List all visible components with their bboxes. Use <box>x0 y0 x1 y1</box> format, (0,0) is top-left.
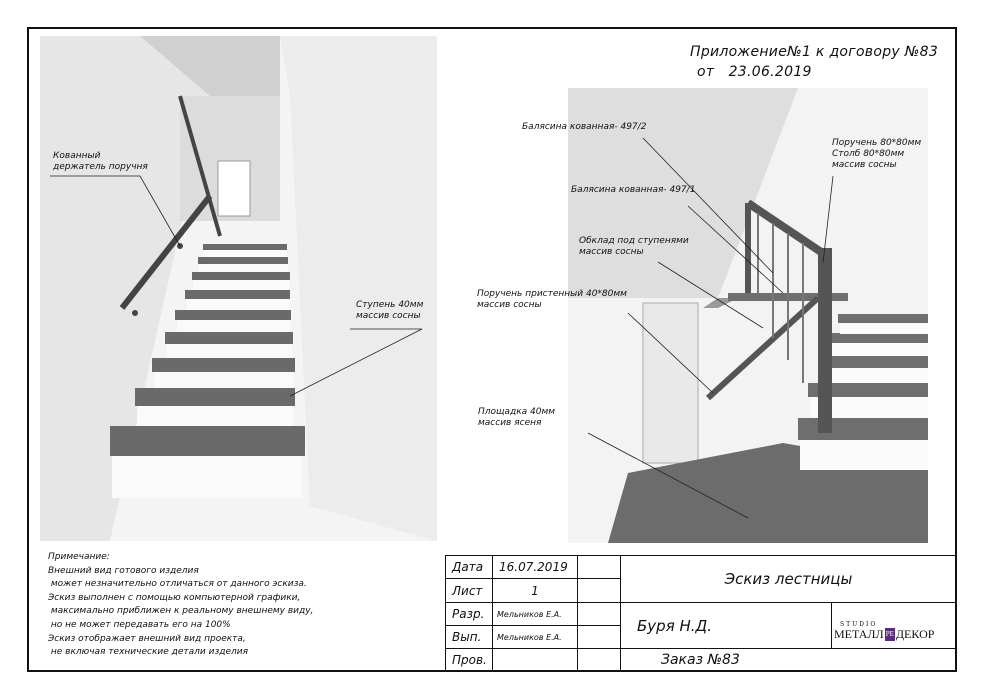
landing-annotation: Площадка 40мм массив ясеня <box>478 407 556 428</box>
sheet-value: 1 <box>492 578 578 603</box>
date-value: 16.07.2019 <box>492 555 578 579</box>
order-cell <box>620 648 957 672</box>
step-annotation: Ступень 40мм массив сосны <box>356 300 424 321</box>
checker-label: Пров. <box>445 648 493 672</box>
sheet-label: Лист <box>445 578 493 603</box>
notes-block <box>48 551 378 660</box>
cladding-annotation: Обклад под ступенями массив сосны <box>579 236 689 257</box>
wall-handrail-annotation: Поручень пристенный 40*80мм массив сосны <box>477 289 627 310</box>
left-staircase-illustration <box>40 36 437 541</box>
notes-line: Внешний вид готового изделия <box>48 565 199 576</box>
executor-value: Мельников Е.А. <box>492 625 578 649</box>
client-name: Буря Н.Д. <box>637 616 713 635</box>
developer-value: Мельников Е.А. <box>492 602 578 626</box>
developer-label: Разр. <box>445 602 493 626</box>
notes-line: может незначительно отличаться от данного эскиза. <box>48 579 307 590</box>
sheet-extra-cell <box>577 578 621 603</box>
left-staircase-render <box>40 36 437 541</box>
holder-annotation: Кованный держатель поручня <box>53 151 148 172</box>
logo-mark: РЕ <box>885 628 895 641</box>
notes-line: Эскиз отображает внешний вид проекта, <box>48 633 246 644</box>
appendix-title: Приложение№1 к договору №83 <box>690 44 939 60</box>
studio-logo <box>834 621 952 645</box>
checker-extra-cell <box>577 648 621 672</box>
drawing-title-cell <box>620 555 957 603</box>
title-block <box>445 555 957 672</box>
executor-label: Вып. <box>445 625 493 649</box>
logo-metall-text: МЕТАЛЛ <box>834 627 884 641</box>
executor-extra-cell <box>577 625 621 649</box>
date-label: Дата <box>445 555 493 579</box>
baluster-497-1-annotation: Балясина кованная- 497/1 <box>571 185 696 195</box>
logo-studio-text: STUDIO <box>840 621 878 628</box>
notes-heading: Примечание: <box>48 552 110 562</box>
client-cell <box>620 602 832 649</box>
checker-value <box>492 648 578 672</box>
appendix-date: от 23.06.2019 <box>697 64 812 80</box>
date-extra-cell <box>577 555 621 579</box>
logo-dekor-text: ДЕКОР <box>895 627 935 641</box>
developer-extra-cell <box>577 602 621 626</box>
notes-line: максимально приближен к реальному внешнему виду, <box>48 606 314 617</box>
order-number: Заказ №83 <box>661 652 740 668</box>
notes-line: но не может передавать его на 100% <box>48 619 231 630</box>
notes-line: Эскиз выполнен с помощью компьютерной графики, <box>48 592 301 603</box>
handrail-post-annotation: Поручень 80*80мм Столб 80*80мм массив сосны <box>832 138 922 170</box>
notes-line: не включая технические детали изделия <box>48 647 249 658</box>
baluster-497-2-annotation: Балясина кованная- 497/2 <box>522 122 647 132</box>
drawing-title: Эскиз лестницы <box>724 570 853 588</box>
